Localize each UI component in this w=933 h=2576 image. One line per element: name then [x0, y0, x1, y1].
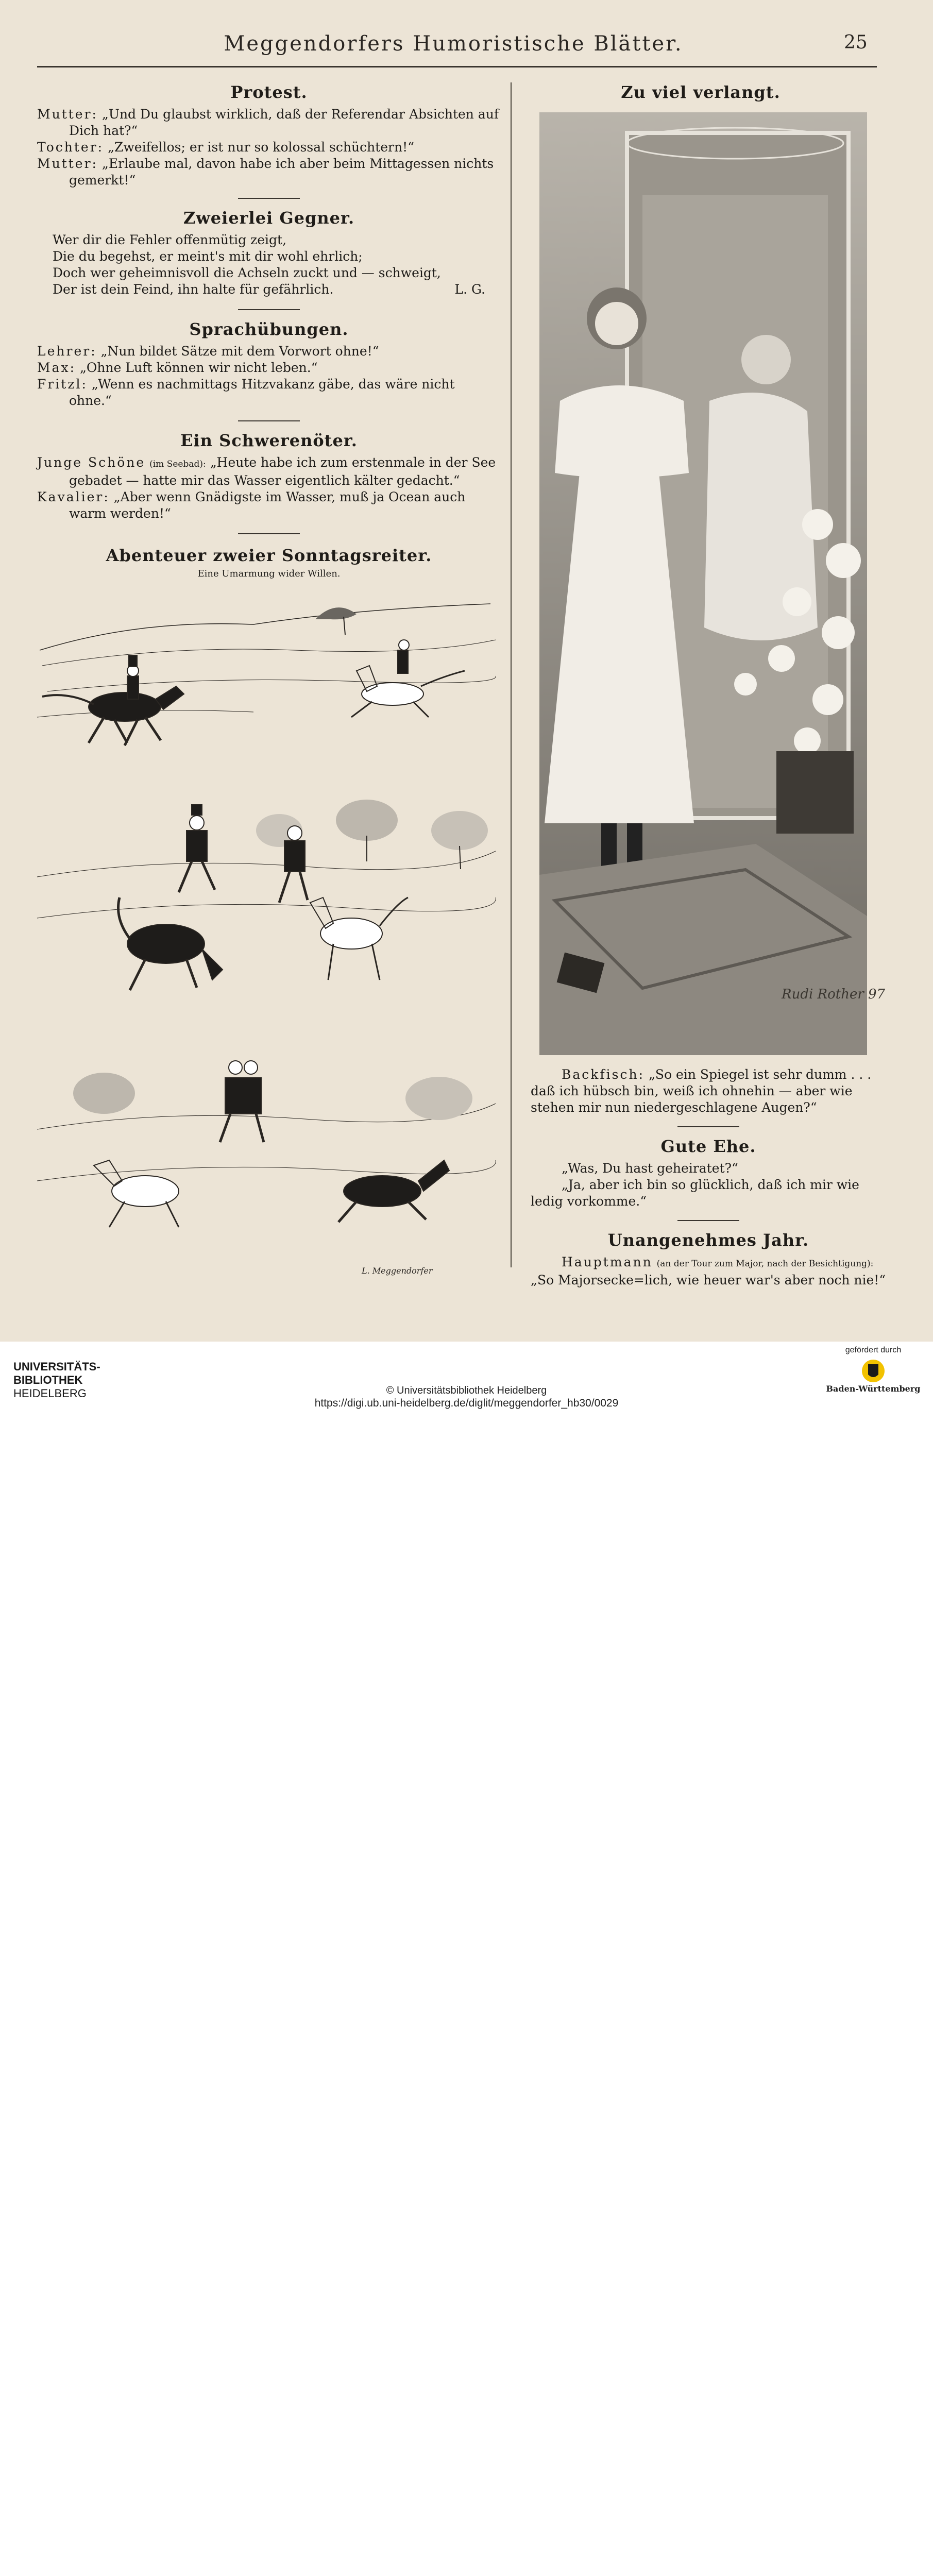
- copyright-notice: © Universitätsbibliothek Heidelberg: [386, 1385, 547, 1396]
- permalink-url[interactable]: https://digi.ub.uni-heidelberg.de/diglit/meggendorfer_hb30/0029: [314, 1397, 619, 1409]
- article-title: Zu viel verlangt.: [621, 82, 781, 102]
- section-divider: [238, 420, 300, 421]
- dialogue-line: [37, 106, 501, 139]
- section-divider: [238, 309, 300, 310]
- artist-signature: Rudi Rother 97: [782, 987, 886, 1002]
- dialogue-text: „Ohne Luft können wir nicht leben.“: [79, 360, 318, 375]
- speaker-label: Mutter:: [37, 156, 98, 171]
- verse-text: Der ist dein Feind, ihn halte für gefährlich.: [53, 282, 334, 297]
- verse-line: Wer dir die Fehler offenmütig zeigt,: [53, 232, 287, 247]
- state-coat-of-arms-icon: [860, 1358, 886, 1384]
- speaker-label: Max:: [37, 360, 76, 375]
- dialogue-text: „Was, Du hast geheiratet?“: [562, 1161, 738, 1176]
- riders-comic-drawing: [37, 588, 501, 1284]
- dialogue-text: „Heute habe ich zum erstenmale in der See gebadet — hatte mir das Wasser eigentlich kälter gedacht.“: [69, 455, 496, 488]
- article-gute-ehe: [531, 1137, 886, 1210]
- stage-note: (im Seebad):: [149, 459, 206, 469]
- dialogue-text: „Ja, aber ich bin so glücklich, daß ich mir wie ledig vorkomme.“: [531, 1177, 859, 1209]
- article-sprachuebungen: [37, 319, 501, 409]
- mirror-girl-illustration: [539, 112, 886, 1055]
- funding-name: Baden-Württemberg: [826, 1384, 921, 1394]
- article-title: Unangenehmes Jahr.: [607, 1230, 809, 1250]
- left-column: [37, 82, 501, 1284]
- page-number: 25: [844, 32, 868, 53]
- dialogue-line: [37, 489, 501, 522]
- dialogue-text: „So ein Spiegel ist sehr dumm . . . daß ich hübsch bin, weiß ich ohnehin — aber wie stehen mir nun niedergeschlagene Augen?“: [531, 1067, 872, 1115]
- verse-line: Doch wer geheimnisvoll die Achseln zuckt und — schweigt,: [53, 265, 441, 280]
- verse-line: Die du begehst, er meint's mit dir wohl ehrlich;: [53, 249, 363, 264]
- article-title: Ein Schwerenöter.: [180, 431, 358, 450]
- dialogue-line: [531, 1066, 886, 1116]
- speaker-label: Lehrer:: [37, 344, 97, 359]
- artist-signature: L. Meggendorfer: [362, 1266, 433, 1276]
- section-divider: [677, 1126, 739, 1127]
- right-column-texts: [531, 1066, 886, 1289]
- funding-label: gefördert durch: [845, 1346, 902, 1354]
- header-rule: [37, 66, 877, 67]
- comic-panel-1: [37, 604, 496, 745]
- author-signature: L. G.: [454, 282, 485, 297]
- article-abenteuer: [37, 546, 501, 1284]
- right-column: [520, 82, 881, 102]
- dialogue-line: [37, 376, 501, 409]
- dialogue-line: [37, 360, 501, 376]
- article-title: Protest.: [230, 82, 308, 102]
- riders-comic-illustration: [37, 588, 501, 1284]
- mirror-girl-drawing: [539, 112, 886, 1055]
- section-divider: [238, 533, 300, 534]
- stage-note: (an der Tour zum Major, nach der Besichtigung):: [656, 1259, 874, 1269]
- speaker-label: Fritzl:: [37, 377, 88, 392]
- dialogue-line: [37, 343, 501, 360]
- dialogue-text: „Und Du glaubst wirklich, daß der Referendar Absichten auf Dich hat?“: [69, 107, 499, 138]
- dialogue-line: [37, 156, 501, 189]
- funding-credit: [824, 1346, 922, 1394]
- speaker-label: Kavalier:: [37, 489, 110, 504]
- column-divider: [511, 82, 512, 1267]
- article-title: Sprachübungen.: [189, 319, 349, 339]
- section-divider: [677, 1220, 739, 1221]
- article-schwerenoeter: [37, 431, 501, 522]
- library-name-line: HEIDELBERG: [13, 1387, 87, 1400]
- speaker-label: Tochter:: [37, 140, 104, 155]
- dialogue-line: [37, 139, 501, 156]
- speaker-label: Mutter:: [37, 107, 98, 122]
- verse-line: [53, 281, 501, 298]
- dialogue-text: „Aber wenn Gnädigste im Wasser, muß ja Ocean auch warm werden!“: [69, 489, 466, 521]
- dialogue-line: [37, 454, 501, 489]
- article-zweierlei-gegner: [37, 208, 501, 298]
- library-name-line: BIBLIOTHEK: [13, 1374, 83, 1386]
- dialogue-text: „Wenn es nachmittags Hitzvakanz gäbe, das wäre nicht ohne.“: [69, 377, 455, 408]
- article-title: Abenteuer zweier Sonntagsreiter.: [106, 546, 432, 565]
- dialogue-text: „So Majorsecke=lich, wie heuer war's aber noch nie!“: [531, 1273, 886, 1287]
- dialogue-text: „Nun bildet Sätze mit dem Vorwort ohne!“: [100, 344, 379, 359]
- article-protest: [37, 82, 501, 189]
- speaker-label: Hauptmann: [562, 1255, 653, 1269]
- article-title: Gute Ehe.: [660, 1137, 756, 1156]
- article-subtitle: Eine Umarmung wider Willen.: [197, 568, 341, 579]
- comic-panel-3: [37, 588, 501, 1227]
- library-name-line: UNIVERSITÄTS-: [13, 1360, 100, 1373]
- dialogue-text: „Zweifellos; er ist nur so kolossal schüchtern!“: [108, 140, 414, 155]
- comic-panel-2: [37, 800, 496, 990]
- section-divider: [238, 198, 300, 199]
- speaker-label: Backfisch:: [562, 1067, 645, 1082]
- speaker-label: Junge Schöne: [37, 455, 146, 470]
- article-unangenehmes-jahr: [531, 1230, 886, 1289]
- dialogue-text: „Erlaube mal, davon habe ich aber beim Mittagessen nichts gemerkt!“: [69, 156, 494, 188]
- running-header-title: Meggendorfers Humoristische Blätter.: [224, 32, 683, 56]
- article-title: Zweierlei Gegner.: [183, 208, 355, 228]
